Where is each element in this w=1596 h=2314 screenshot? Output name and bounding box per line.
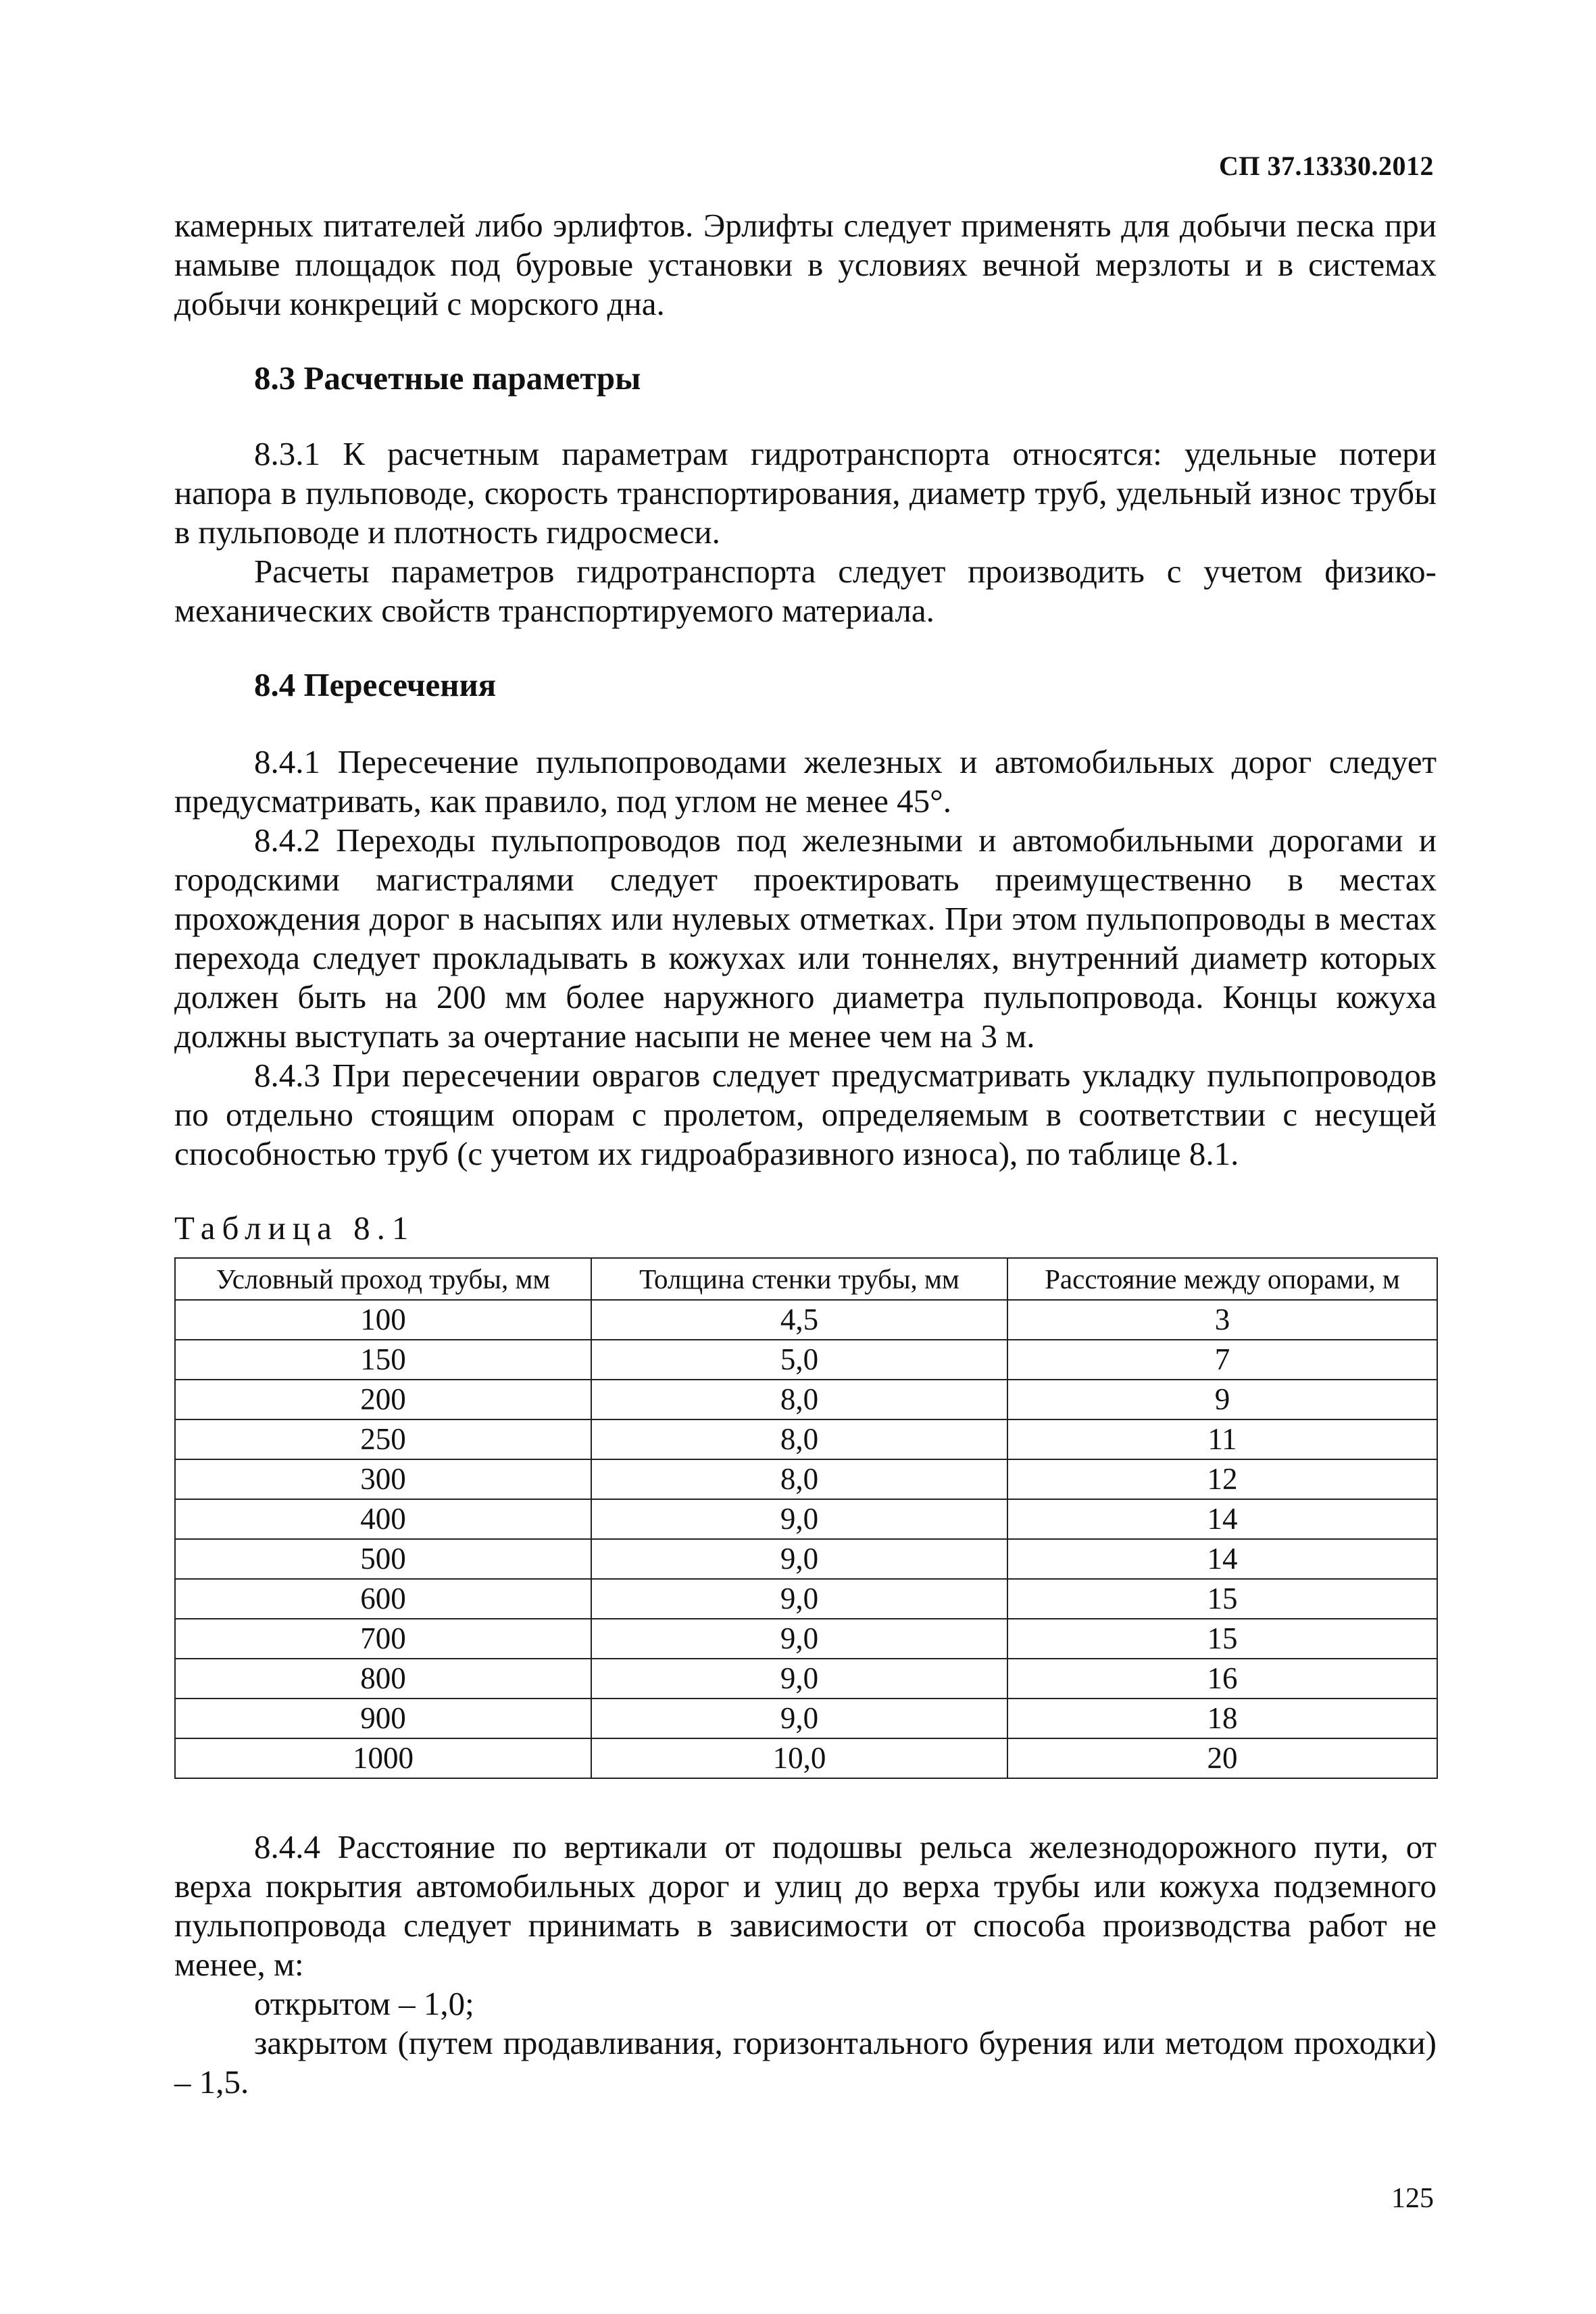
cell-nominal-bore: 100	[175, 1300, 591, 1340]
table-caption: Таблица 8.1	[174, 1209, 416, 1247]
cell-wall-thickness: 9,0	[591, 1699, 1007, 1738]
table-row	[175, 1499, 1437, 1539]
header-support-spacing: Расстояние между опорами, м	[1007, 1258, 1437, 1300]
table-row	[175, 1738, 1437, 1778]
page-content	[174, 206, 1437, 2102]
cell-nominal-bore: 1000	[175, 1738, 591, 1778]
page-number: 125	[1391, 2183, 1434, 2214]
cell-nominal-bore: 400	[175, 1499, 591, 1539]
cell-support-spacing: 16	[1007, 1659, 1437, 1699]
paragraph-closed-method: закрытом (путем продавливания, горизонтального бурения или методом проходки) – 1,5.	[174, 2024, 1437, 2101]
table-row	[175, 1659, 1437, 1699]
cell-support-spacing: 11	[1007, 1419, 1437, 1459]
cell-support-spacing: 20	[1007, 1738, 1437, 1778]
cell-nominal-bore: 900	[175, 1699, 591, 1738]
cell-wall-thickness: 4,5	[591, 1300, 1007, 1340]
table-row	[175, 1340, 1437, 1380]
cell-nominal-bore: 200	[175, 1380, 591, 1419]
paragraph-8-4-2: 8.4.2 Переходы пульпопроводов под железными и автомобильными дорогами и городскими магистралями следует проектировать преимущественно в местах прохождения дорог в насыпях или нулевых отметках. При этом пульпопроводы в местах перехода следует прокладывать в кожухах или тоннелях, внутренний диаметр которых должен быть на 200 мм более наружного диаметра пульпопровода. Концы кожуха должны выступать за очертание насыпи не менее чем на 3 м.	[174, 822, 1437, 1055]
table-header-row	[175, 1258, 1437, 1300]
cell-wall-thickness: 9,0	[591, 1659, 1007, 1699]
cell-wall-thickness: 9,0	[591, 1539, 1007, 1579]
header-wall-thickness: Толщина стенки трубы, мм	[591, 1258, 1007, 1300]
paragraph-8-4-3: 8.4.3 При пересечении оврагов следует предусматривать укладку пульпопроводов по отдельно стоящим опорам с пролетом, определяемым в соответствии с несущей способностью труб (с учетом их гидроабразивного износа), по таблице 8.1.	[174, 1057, 1437, 1172]
cell-support-spacing: 7	[1007, 1340, 1437, 1380]
cell-support-spacing: 12	[1007, 1459, 1437, 1499]
cell-wall-thickness: 10,0	[591, 1738, 1007, 1778]
table-row	[175, 1419, 1437, 1459]
cell-wall-thickness: 9,0	[591, 1579, 1007, 1619]
paragraph-open-method: открытом – 1,0;	[254, 1985, 474, 2022]
cell-wall-thickness: 8,0	[591, 1380, 1007, 1419]
cell-nominal-bore: 500	[175, 1539, 591, 1579]
cell-support-spacing: 15	[1007, 1619, 1437, 1659]
cell-nominal-bore: 800	[175, 1659, 591, 1699]
cell-support-spacing: 18	[1007, 1699, 1437, 1738]
cell-nominal-bore: 300	[175, 1459, 591, 1499]
cell-support-spacing: 9	[1007, 1380, 1437, 1419]
table-row	[175, 1380, 1437, 1419]
table-row	[175, 1459, 1437, 1499]
cell-wall-thickness: 9,0	[591, 1619, 1007, 1659]
paragraph-8-4-1: 8.4.1 Пересечение пульпопроводами железных и автомобильных дорог следует предусматривать, как правило, под углом не менее 45°.	[174, 743, 1437, 820]
table-row	[175, 1619, 1437, 1659]
paragraph-8-4-4: 8.4.4 Расстояние по вертикали от подошвы рельса железнодорожного пути, от верха покрытия автомобильных дорог и улиц до верха трубы или кожуха подземного пульпопровода следует принимать в зависимости от способа производства работ не менее, м:	[174, 1828, 1437, 1983]
cell-nominal-bore: 150	[175, 1340, 591, 1380]
paragraph-continuation: камерных питателей либо эрлифтов. Эрлифты следует применять для добычи песка при намыве площадок под буровые установки в условиях вечной мерзлоты и в системах добычи конкреций с морского дна.	[174, 207, 1437, 322]
cell-support-spacing: 15	[1007, 1579, 1437, 1619]
cell-wall-thickness: 8,0	[591, 1419, 1007, 1459]
table-row	[175, 1539, 1437, 1579]
table-body	[175, 1300, 1437, 1778]
cell-wall-thickness: 8,0	[591, 1459, 1007, 1499]
document-code: СП 37.13330.2012	[1219, 151, 1434, 181]
section-title-8-4: 8.4 Пересечения	[254, 666, 497, 703]
cell-support-spacing: 14	[1007, 1499, 1437, 1539]
cell-nominal-bore: 700	[175, 1619, 591, 1659]
cell-wall-thickness: 9,0	[591, 1499, 1007, 1539]
table-row	[175, 1699, 1437, 1738]
pipe-support-table	[174, 1257, 1438, 1779]
table-row	[175, 1579, 1437, 1619]
cell-support-spacing: 3	[1007, 1300, 1437, 1340]
table-row	[175, 1300, 1437, 1340]
section-title-8-3: 8.3 Расчетные параметры	[254, 359, 641, 397]
paragraph-8-3-calc: Расчеты параметров гидротранспорта следует производить с учетом физико-механических свойств транспортируемого материала.	[174, 553, 1437, 629]
cell-nominal-bore: 600	[175, 1579, 591, 1619]
cell-support-spacing: 14	[1007, 1539, 1437, 1579]
paragraph-8-3-1: 8.3.1 К расчетным параметрам гидротранспорта относятся: удельные потери напора в пульповоде, скорость транспортирования, диаметр труб, удельный износ трубы в пульповоде и плотность гидросмеси.	[174, 435, 1437, 551]
header-nominal-bore: Условный проход трубы, мм	[175, 1258, 591, 1300]
cell-wall-thickness: 5,0	[591, 1340, 1007, 1380]
cell-nominal-bore: 250	[175, 1419, 591, 1459]
